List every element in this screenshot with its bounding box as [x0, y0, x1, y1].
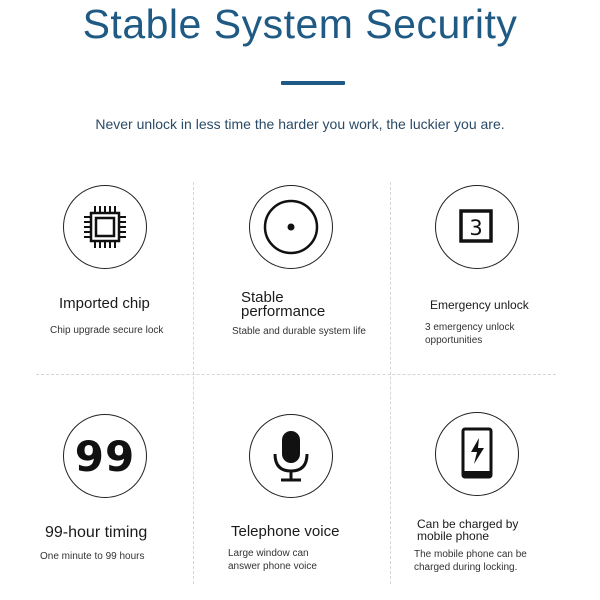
feature-desc-telephone-voice: Large window can answer phone voice — [228, 548, 317, 572]
ninety-nine-digits: 99 — [74, 431, 136, 481]
feature-title-emergency-unlock: Emergency unlock — [430, 298, 529, 312]
microphone-icon — [249, 414, 333, 498]
grid-divider-horizontal — [36, 374, 556, 375]
grid-divider-vertical — [390, 182, 391, 584]
feature-desc-stable-performance: Stable and durable system life — [232, 326, 366, 337]
feature-title-imported-chip: Imported chip — [59, 295, 150, 312]
target-icon — [249, 185, 333, 269]
page-subtitle: Never unlock in less time the harder you work, the luckier you are. — [95, 116, 505, 132]
feature-desc-mobile-charging: The mobile phone can be charged during locking. — [414, 549, 527, 573]
feature-desc-emergency-unlock: 3 emergency unlock opportunities — [425, 322, 515, 346]
emergency-three-digit: 3 — [469, 216, 483, 240]
phone-charging-icon — [435, 412, 519, 496]
feature-title-99-hour-timing: 99-hour timing — [45, 524, 148, 541]
page-title: Stable System Security — [82, 1, 518, 47]
chip-icon — [63, 185, 147, 269]
emergency-three-icon — [435, 185, 519, 269]
feature-desc-99-hour-timing: One minute to 99 hours — [40, 551, 145, 562]
grid-divider-vertical — [193, 182, 194, 584]
feature-title-mobile-charging: Can be charged by mobile phone — [417, 517, 519, 543]
feature-desc-imported-chip: Chip upgrade secure lock — [50, 325, 164, 336]
title-accent-bar — [281, 81, 345, 85]
ninety-nine-icon — [63, 414, 147, 498]
feature-title-stable-performance: Stable performance — [241, 289, 326, 320]
feature-title-telephone-voice: Telephone voice — [231, 523, 340, 540]
